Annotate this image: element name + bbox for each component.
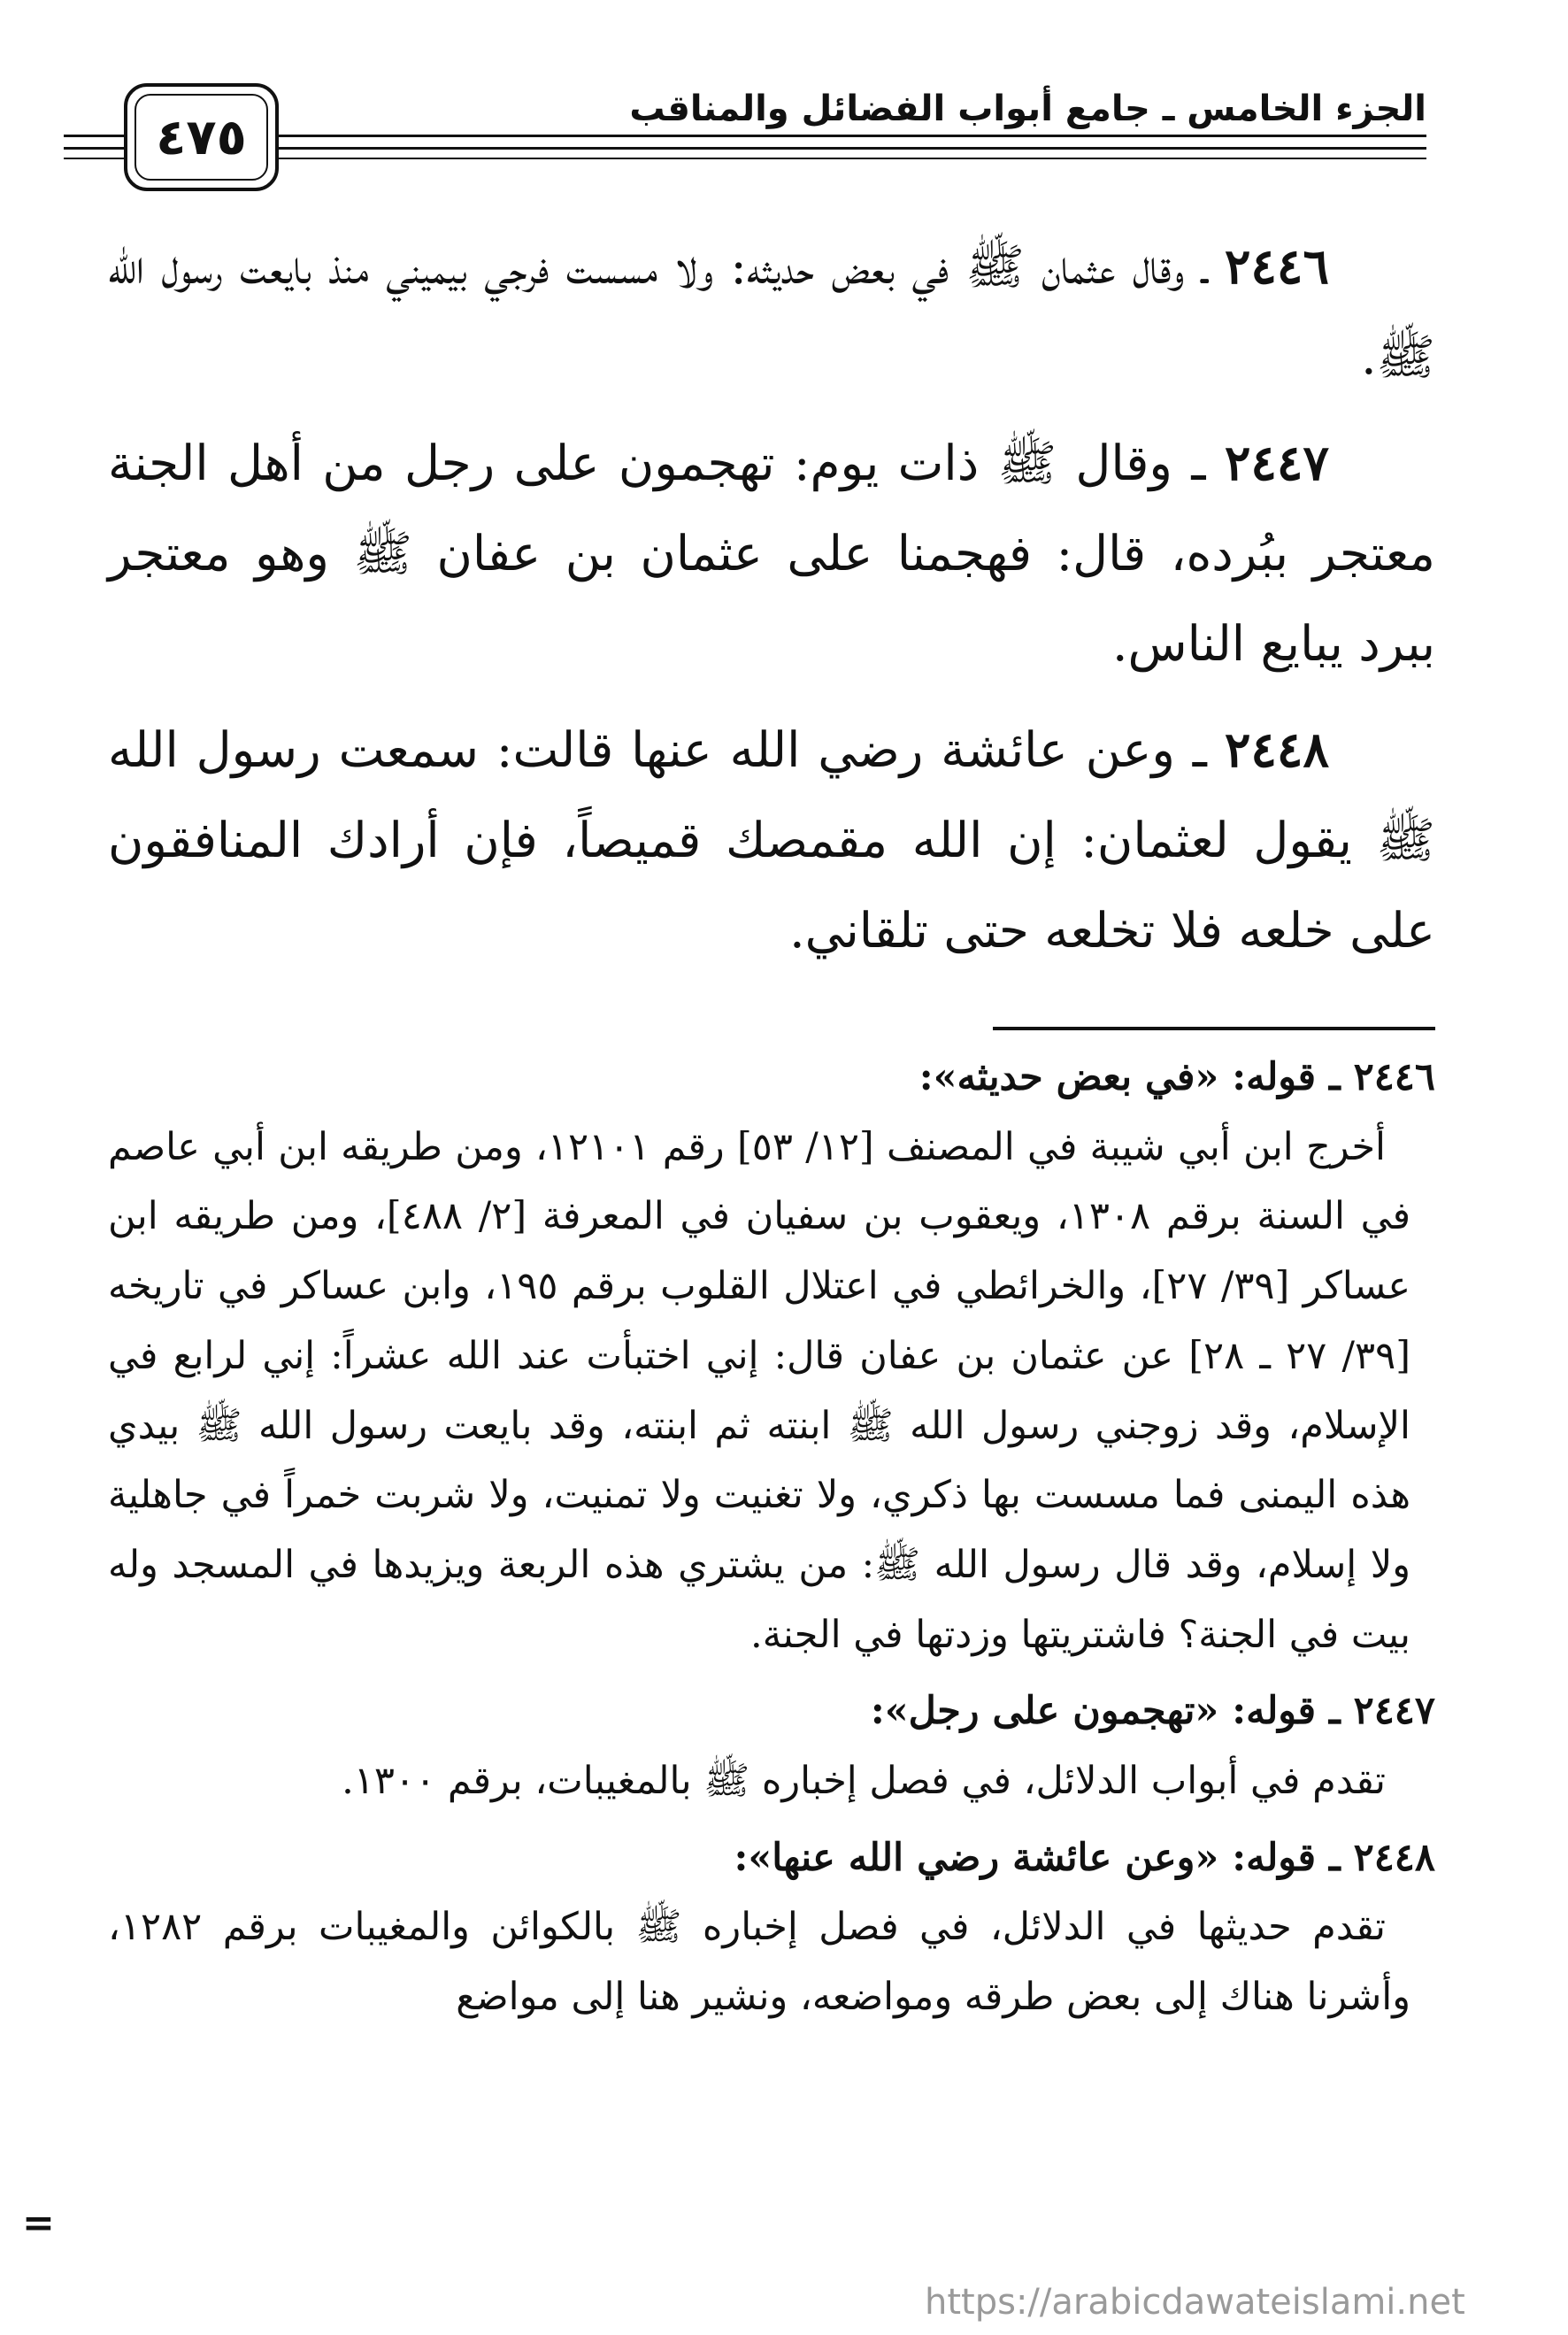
hadith-paragraph	[108, 221, 1435, 402]
hadith-number: ٢٤٤٧	[1224, 434, 1329, 491]
hadith-text: ـ وقال ﷺ ذات يوم: تهجمون على رجل من أهل الجنة معتجر ببُرده، قال: فهجمنا على عثمان بن عفان ﷺ وهو معتجر ببرد يبايع الناس.	[108, 435, 1435, 672]
footnote-body: تقدم حديثها في الدلائل، في فصل إخباره ﷺ بالكوائن والمغيبات برقم ١٢٨٢، وأشرنا هناك إلى بعض طرقه ومواضعه، ونشير هنا إلى مواضع	[108, 1905, 1410, 2020]
hadith-text: ـ وقال عثمان ﷺ في بعض حديثه: ولا مسست فرجي بيميني منذ بايعت رسول الله ﷺ.	[108, 238, 1435, 385]
footnote-body: أخرج ابن أبي شيبة في المصنف [١٢/ ٥٣] رقم ١٢١٠١، ومن طريقه ابن أبي عاصم في السنة برقم ١٣٠٨، ويعقوب بن سفيان في المعرفة [٢/ ٤٨٨]، ومن طريقه ابن عساكر [٣٩/ ٢٧]، والخرائطي في اعتلال القلوب برقم ١٩٥، وابن عساكر في تاريخه [٣٩/ ٢٧ ـ ٢٨] عن عثمان بن عفان قال: إني اختبأت عند الله عشراً: إني لرابع في الإسلام، وقد زوجني رسول الله ﷺ ابنته ثم ابنته، وقد بايعت رسول الله ﷺ بيدي هذه اليمنى فما مسست بها ذكري، ولا تغنيت ولا تمنيت، ولا شربت خمراً في جاهلية ولا إسلام، وقد قال رسول الله ﷺ: من يشتري هذه الربعة ويزيدها في المسجد وله بيت في الجنة؟ فاشتريتها وزدتها في الجنة.	[108, 1124, 1411, 1657]
watermark-url: https://arabicdawateislami.net	[925, 2282, 1465, 2323]
footnote-separator	[993, 1027, 1435, 1030]
footnote-heading: ٢٤٤٨ ـ قوله: «وعن عائشة رضي الله عنها»:	[734, 1835, 1435, 1880]
running-header-title: الجزء الخامس ـ جامع أبواب الفضائل والمناقب	[629, 89, 1426, 129]
footnote-heading: ٢٤٤٧ ـ قوله: «تهجمون على رجل»:	[870, 1689, 1435, 1734]
footnote-heading: ٢٤٤٦ ـ قوله: «في بعض حديثه»:	[919, 1055, 1435, 1099]
hadith-number: ٢٤٤٨	[1224, 721, 1329, 778]
hadith-paragraph	[108, 705, 1435, 975]
footnote	[108, 1823, 1435, 2032]
hadith-text: ـ وعن عائشة رضي الله عنها قالت: سمعت رسول الله ﷺ يقول لعثمان: إن الله مقمصك قميصاً، فإن أرادك المنافقون على خلعه فلا تخلعه حتى تلقاني.	[108, 721, 1435, 959]
hadith-number: ٢٤٤٦	[1224, 237, 1329, 295]
footnote-body: تقدم في أبواب الدلائل، في فصل إخباره ﷺ بالمغيبات، برقم ١٣٠٠.	[342, 1759, 1386, 1804]
footnote	[108, 1676, 1435, 1815]
main-text	[108, 221, 1435, 991]
page-number: ٤٧٥	[135, 94, 268, 181]
footnote	[108, 1043, 1435, 1669]
footnotes	[108, 1043, 1435, 2039]
continuation-mark: =	[22, 2200, 55, 2246]
page-number-frame	[124, 83, 279, 191]
hadith-paragraph	[108, 418, 1435, 689]
